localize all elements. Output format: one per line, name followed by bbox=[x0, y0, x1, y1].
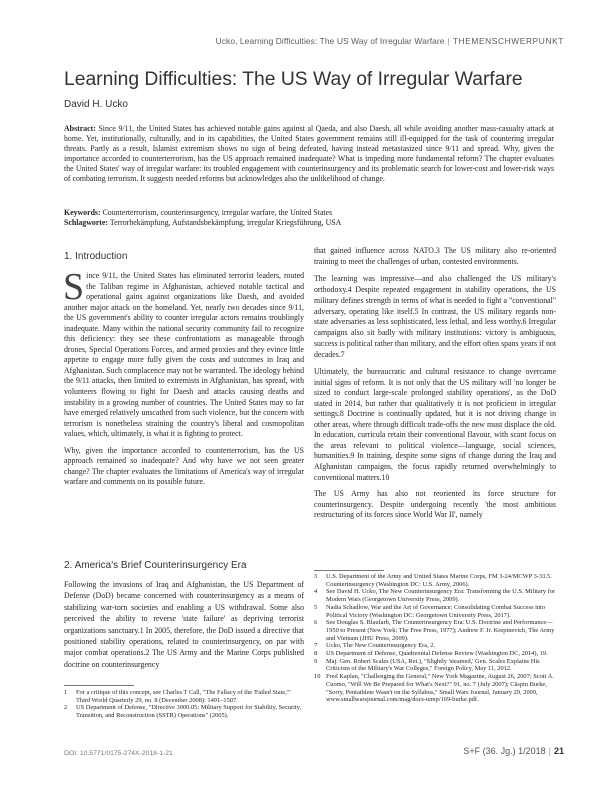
footnotes-right bbox=[314, 573, 556, 704]
schlagworte bbox=[64, 218, 554, 228]
footnote-number: 2 bbox=[64, 704, 68, 712]
footnote bbox=[314, 604, 556, 619]
header-separator: | bbox=[447, 36, 450, 46]
right-paragraph-4: The US Army has also not reoriented its force structure for counterinsurgency. Despite undergoing recently 'the most ambitious restructuring of its forces since World War II', namely bbox=[314, 489, 556, 520]
author-name: David H. Ucko bbox=[64, 99, 128, 110]
schlagworte-text: Terrorbekämpfung, Aufstandsbekämpfung, irregular Kriegsführung, USA bbox=[109, 218, 342, 227]
footnote-text: See David H. Ucko, The New Counterinsurgency Era: Transforming the U.S. Military for Modern Wars (Georgetown University Press, 2009). bbox=[326, 588, 556, 604]
footnote-number: 7 bbox=[314, 642, 318, 650]
footnote bbox=[64, 689, 304, 704]
footnote-number: 10 bbox=[314, 673, 321, 681]
footnote-number: 8 bbox=[314, 650, 318, 658]
footnote bbox=[314, 588, 556, 603]
footnotes-left bbox=[64, 689, 304, 720]
section-1-body bbox=[63, 266, 304, 488]
footnote-rule-left bbox=[64, 685, 134, 686]
keywords bbox=[64, 208, 554, 218]
footnote-number: 4 bbox=[314, 588, 318, 596]
journal-issue: S+F (36. Jg.) 1/2018 bbox=[463, 746, 546, 756]
section-2-heading: 2. America's Brief Counterinsurgency Era bbox=[64, 560, 247, 571]
right-paragraph-3: Ultimately, the bureaucratic and cultural resistance to change overcame initial signs of reform. It is not only that the US military will 'no longer be sized to conduct large-scale prolonged stability operations', as the DoD stated in 2014, but rather that qualitatively it is not proficient in irregular settings.8 Doctrine is continually updated, but it is not driving change in other areas, where through difficult trade-offs the new must displace the old. In education, curricula retain their conventional flavour, with scant focus on the areas relevant to political violence—language, social sciences, humanities.9 In training, despite some signs of change during the Iraq and Afghanistan campaigns, the focus rapidly returned overwhelmingly to conventional matters.10 bbox=[314, 367, 556, 482]
page-number: 21 bbox=[553, 746, 564, 756]
running-header-rubric: THEMENSCHWERPUNKT bbox=[452, 36, 564, 46]
footnote-number: 1 bbox=[64, 689, 68, 696]
right-column-body bbox=[314, 246, 556, 521]
running-header bbox=[216, 36, 564, 46]
footnote-text: Ucko, The New Counterinsurgency Era, 2. bbox=[326, 642, 436, 650]
running-header-text: Ucko, Learning Difficulties: The US Way of Irregular Warfare bbox=[215, 36, 445, 46]
footnote-rule-right bbox=[314, 570, 384, 571]
page-folio bbox=[463, 746, 564, 756]
footnote bbox=[314, 658, 556, 673]
footnote-text: US Department of Defense, "Directive 3000.05: Military Support for Stability, Security, Transition, and Reconstruction (SSTR) Operations" (2005). bbox=[76, 704, 302, 720]
schlagworte-label: Schlagworte: bbox=[64, 218, 109, 227]
footnote-text: Maj. Gen. Robert Scales (USA, Ret.), "Slightly 'steamed,' Gen. Scales Explains His Criticism of the Military's War Colleges," Foreign Policy, May 11, 2012. bbox=[326, 657, 540, 673]
article-title: Learning Difficulties: The US Way of Irregular Warfare bbox=[64, 69, 523, 90]
footnote-number: 9 bbox=[314, 657, 318, 665]
footnote-text: U.S. Department of the Army and United States Marine Corps, FM 3-24/MCWP 3-33.5. Counterinsurgency (Washington DC: U.S. Army, 2006). bbox=[326, 573, 552, 588]
footnote bbox=[314, 673, 556, 704]
footnote bbox=[64, 704, 304, 719]
section-2-paragraph-1: Following the invasions of Iraq and Afghanistan, the US Department of Defense (DoD) became concerned with counterinsurgency as a means of stabilizing war-torn societies and enabling a US withdrawal. Some also perceived the ability to reverse 'state failure' as depriving terrorist organizations sanctuary.1 In 2005, therefore, the DoD issued a directive that positioned stability operations, related to counterinsurgency, on par with major combat operations.2 The US Army and the Marine Corps published doctrine on counterinsurgency bbox=[64, 580, 304, 669]
footnote-number: 6 bbox=[314, 619, 318, 627]
section-1-paragraph-1 bbox=[63, 266, 304, 440]
footnote-text: Fred Kaplan, "Challenging the General," New York Magazine, August 26, 2007; Scott A. Cuomo, "Will We Be Prepared for What's Next?" 91, no. 7 (July 2007); Căspin Burke, "Sorry, Pentathlete Wasn't on the Syllabus," Small Wars Journal, January 29, 2009, www.smallwarsjournal.com/mag/docs-temp/169-burke.pdf. bbox=[326, 673, 554, 704]
folio-separator: | bbox=[548, 746, 551, 756]
right-paragraph-1: that gained influence across NATO.3 The US military also re-oriented training to meet the challenges of urban, contested environments. bbox=[314, 246, 556, 266]
section-2-body bbox=[64, 579, 304, 670]
drop-cap: S bbox=[63, 266, 85, 308]
abstract bbox=[64, 124, 554, 184]
section-1-heading: 1. Introduction bbox=[64, 251, 128, 262]
abstract-label: Abstract: bbox=[64, 124, 96, 133]
footnote bbox=[314, 573, 556, 588]
abstract-text: Since 9/11, the United States has achieved notable gains against al Qaeda, and also Daesh, all while avoiding another mass-casualty attack at home. Yet, institutionally, culturally, and in its capabilities, the United States government remains still ill-equipped for the task of countering irregular threats. Partly as a result, Islamist extremism shows no sign of being defeated, having instead metastasized since 9/11 and spread. Why, given the importance accorded to counterterrorism, has the US approach remained inadequate? What is impeding more fundamental reform? The chapter evaluates the United States' way of irregular warfare: its troubled engagement with counterinsurgency and its problematic search for lower-cost and lower-risk ways of combating terrorism. It suggests needed reforms but acknowledges also the unlikelihood of change. bbox=[64, 124, 554, 184]
footnote bbox=[314, 650, 556, 658]
right-paragraph-2: The learning was impressive—and also challenged the US military's orthodoxy.4 Despite repeated engagement in stability operations, the US military defines strength in terms of what is needed to fight a "conventional" adversary, operating like itself.5 In contrast, the US military regards non-state adversaries as less sophisticated, less lethal, and less worthy.6 Irregular campaigns also sit badly with military institutions: victory is ambiguous, success is political rather than military, and the effort often spans years if not decades.7 bbox=[314, 273, 556, 360]
footnote bbox=[314, 642, 556, 650]
section-1-paragraph-1-text: ince 9/11, the United States has eliminated terrorist leaders, routed the Taliban regime in Afghanistan, achieved notable tactical and operational gains against organizations like Daesh, and avoided another major attack on the homeland. Yet, nearly two decades since 9/11, the US government's ability to counter irregular actors remains troublingly inadequate. Many within the national security community fail to recognize this deficiency: they see these confrontations as manageable through drones, Special Operations Forces, and armed proxies and they evince little appetite to engage more fully given the costs and outcomes in Iraq and Afghanistan. Such complacence may not be warranted. The ideology behind the 9/11 attacks, then limited to extremists in Afghanistan, has spread, with volunteers flowing to fight for Daesh and attacks causing deaths and instability in a growing number of countries. The United States may so far have emerged relatively unscathed from such violence, but the concern with terrorism is nonetheless straining the country's liberal and cosmopolitan values, which, ultimately, is what it is fighting to protect. bbox=[64, 271, 304, 439]
footnote-text: For a critique of this concept, see Charles T Call, "The Fallacy of the 'Failed State,'" Third World Quarterly 29, no. 8 (December 2008): 1491–1507. bbox=[76, 689, 291, 704]
footnote-text: Nadia Schadlow, War and the Art of Governance: Consolidating Combat Success into Political Victory (Washington DC: Georgetown University Press, 2017). bbox=[326, 603, 546, 619]
keywords-label: Keywords: bbox=[64, 208, 101, 217]
keywords-text: Counterterrorism, counterinsurgency, irregular warfare, the United States bbox=[102, 208, 333, 217]
footnote-number: 3 bbox=[314, 573, 318, 580]
footnote-number: 5 bbox=[314, 603, 318, 611]
footnote bbox=[314, 619, 556, 642]
footnote-text: See Douglas S. Blaufarb, The Counterinsurgency Era: U.S. Doctrine and Performance— 1950 to Present (New York: The Free Press, 1977); Andrew F. Jr. Krepinevich, The Army and Vietnam (JHU Press, 2009). bbox=[326, 619, 555, 642]
doi: DOI: 10.5771/0175-274X-2018-1-21 bbox=[64, 750, 173, 757]
section-1-paragraph-2: Why, given the importance accorded to counterterrorism, has the US approach remained so inadequate? And why have we not seen greater change? The chapter evaluates the limitations of America's way of irregular warfare and comments on its possible future. bbox=[64, 445, 304, 487]
footnote-text: US Department of Defense, Quadrennial Defense Review (Washington DC, 2014), 19. bbox=[326, 650, 548, 658]
